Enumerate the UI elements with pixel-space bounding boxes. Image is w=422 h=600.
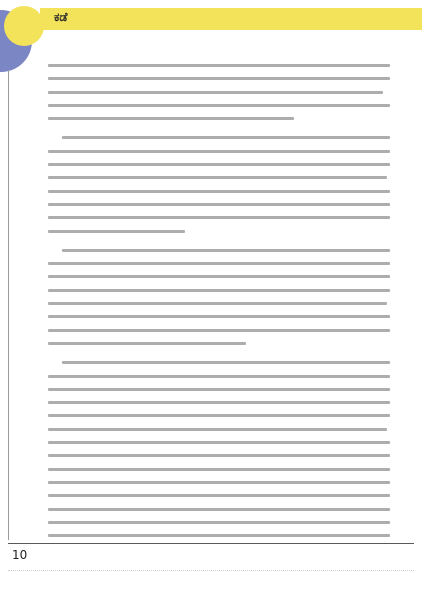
paragraph [48,249,390,345]
header-band [40,8,422,30]
margin-rule [8,70,9,540]
corner-decoration-yellow [4,6,44,46]
paragraph [48,136,390,232]
footer-rule [8,543,414,544]
page-title: ಕಡೆ [54,10,68,24]
paragraph [48,64,390,120]
page-number: 10 [12,548,28,562]
bottom-dotted-line [8,570,414,571]
paragraph [48,361,390,537]
body-text [48,64,390,547]
